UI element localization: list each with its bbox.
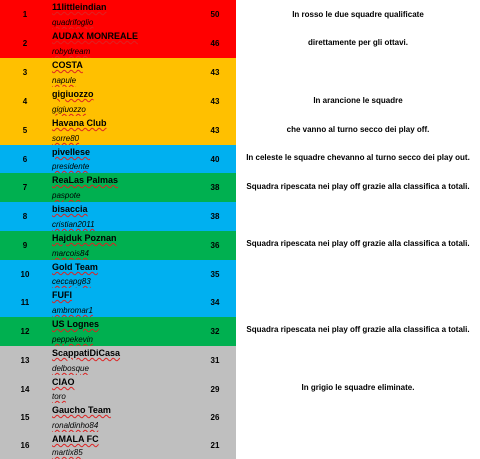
note-green-3: Squadra ripescata nei play off grazie alla classifica a totali. bbox=[246, 325, 470, 334]
points-cell: 35 bbox=[210, 269, 220, 279]
table-row bbox=[0, 0, 236, 29]
team-name: gigiuozzo bbox=[52, 89, 94, 99]
owner-name: napule bbox=[52, 76, 77, 85]
team-name: FUFI bbox=[52, 290, 72, 300]
owner-name: sorre80 bbox=[52, 134, 80, 143]
points-cell: 38 bbox=[210, 212, 220, 221]
team-name: ScappatiDiCasa bbox=[52, 348, 121, 358]
note-red-2: direttamente per gli ottavi. bbox=[307, 38, 409, 47]
owner-name: gigiuozzo bbox=[52, 105, 86, 114]
owner-name: presidente bbox=[52, 162, 90, 171]
rank-cell: 3 bbox=[22, 68, 28, 77]
note-green-2: Squadra ripescata nei play off grazie alla classifica a totali. bbox=[246, 239, 470, 248]
rank-cell: 8 bbox=[22, 212, 28, 221]
table-row bbox=[0, 375, 236, 403]
note-orange-1: In arancione le squadre bbox=[313, 96, 403, 105]
team-name: bisaccia bbox=[52, 204, 88, 214]
table-row bbox=[0, 29, 236, 58]
rank-cell: 5 bbox=[22, 126, 28, 135]
table-row bbox=[0, 346, 236, 375]
team-name: ReaLas Palmas bbox=[52, 175, 119, 185]
rank-cell: 13 bbox=[20, 356, 30, 365]
rank-cell: 4 bbox=[22, 97, 28, 106]
rank-cell: 2 bbox=[22, 39, 28, 48]
note-gray: In grigio le squadre eliminate. bbox=[301, 383, 415, 392]
team-name: Gold Team bbox=[52, 262, 98, 272]
table-row bbox=[0, 173, 236, 202]
points-cell: 50 bbox=[210, 10, 220, 19]
rank-cell: 7 bbox=[22, 183, 28, 192]
owner-name: cristian2011 bbox=[52, 220, 95, 229]
points-cell: 43 bbox=[210, 126, 220, 135]
team-name: AMALA FC bbox=[52, 434, 99, 444]
team-name: Havana Club bbox=[52, 118, 107, 128]
points-cell: 40 bbox=[210, 154, 220, 164]
points-cell: 31 bbox=[210, 356, 220, 365]
points-cell: 43 bbox=[210, 97, 220, 106]
rank-cell: 10 bbox=[20, 269, 30, 279]
owner-name: martix85 bbox=[52, 448, 83, 457]
owner-name: marcois84 bbox=[52, 249, 89, 258]
team-name: 11littleindian bbox=[52, 2, 107, 12]
table-row bbox=[0, 231, 236, 260]
table-row bbox=[0, 403, 236, 432]
rank-cell: 16 bbox=[20, 441, 30, 450]
rank-cell: 11 bbox=[20, 298, 30, 307]
team-name: CIAO bbox=[52, 377, 75, 387]
owner-name: toro bbox=[52, 392, 66, 401]
points-cell: 34 bbox=[210, 298, 220, 307]
owner-name: paspote bbox=[52, 191, 81, 200]
owner-name: ronaldinho84 bbox=[52, 421, 99, 430]
points-cell: 36 bbox=[210, 241, 220, 250]
owner-name: ambromar1 bbox=[52, 306, 93, 315]
table-row bbox=[0, 145, 236, 173]
points-cell: 46 bbox=[210, 39, 220, 48]
rank-cell: 14 bbox=[20, 384, 30, 394]
points-cell: 26 bbox=[210, 413, 220, 422]
owner-name: robydream bbox=[52, 47, 91, 56]
table-row bbox=[0, 288, 236, 317]
team-name: US Lognes bbox=[52, 319, 100, 329]
table-row bbox=[0, 116, 236, 145]
team-name: AUDAX MONREALE bbox=[52, 31, 139, 41]
rank-cell: 6 bbox=[22, 154, 28, 164]
team-name: pivellese bbox=[52, 147, 91, 157]
table-row bbox=[0, 432, 236, 459]
note-red-1: In rosso le due squadre qualificate bbox=[292, 10, 424, 19]
points-cell: 29 bbox=[210, 384, 220, 394]
rank-cell: 15 bbox=[20, 413, 30, 422]
points-cell: 32 bbox=[210, 327, 220, 336]
owner-name: delbosque bbox=[52, 364, 89, 373]
owner-name: ceccapg83 bbox=[52, 277, 91, 286]
points-cell: 38 bbox=[210, 183, 220, 192]
points-cell: 43 bbox=[210, 68, 220, 77]
table-row bbox=[0, 202, 236, 231]
points-cell: 21 bbox=[210, 441, 220, 450]
table-row bbox=[0, 317, 236, 346]
team-name: Hajduk Poznan bbox=[52, 233, 117, 243]
rank-cell: 9 bbox=[22, 241, 28, 250]
note-green-1: Squadra ripescata nei play off grazie alla classifica a totali. bbox=[246, 182, 470, 191]
note-orange-2: che vanno al turno secco dei play off. bbox=[286, 125, 430, 134]
rank-cell: 1 bbox=[22, 10, 28, 19]
owner-name: peppekevin bbox=[52, 335, 93, 344]
rank-cell: 12 bbox=[20, 327, 30, 336]
table-row bbox=[0, 260, 236, 288]
team-name: Gaucho Team bbox=[52, 405, 111, 415]
note-cyan: In celeste le squadre chevanno al turno secco dei play out. bbox=[246, 153, 470, 162]
team-name: COSTA bbox=[52, 60, 83, 70]
table-row bbox=[0, 58, 236, 87]
owner-name: quadrifoglio bbox=[52, 18, 94, 27]
table-row bbox=[0, 87, 236, 116]
